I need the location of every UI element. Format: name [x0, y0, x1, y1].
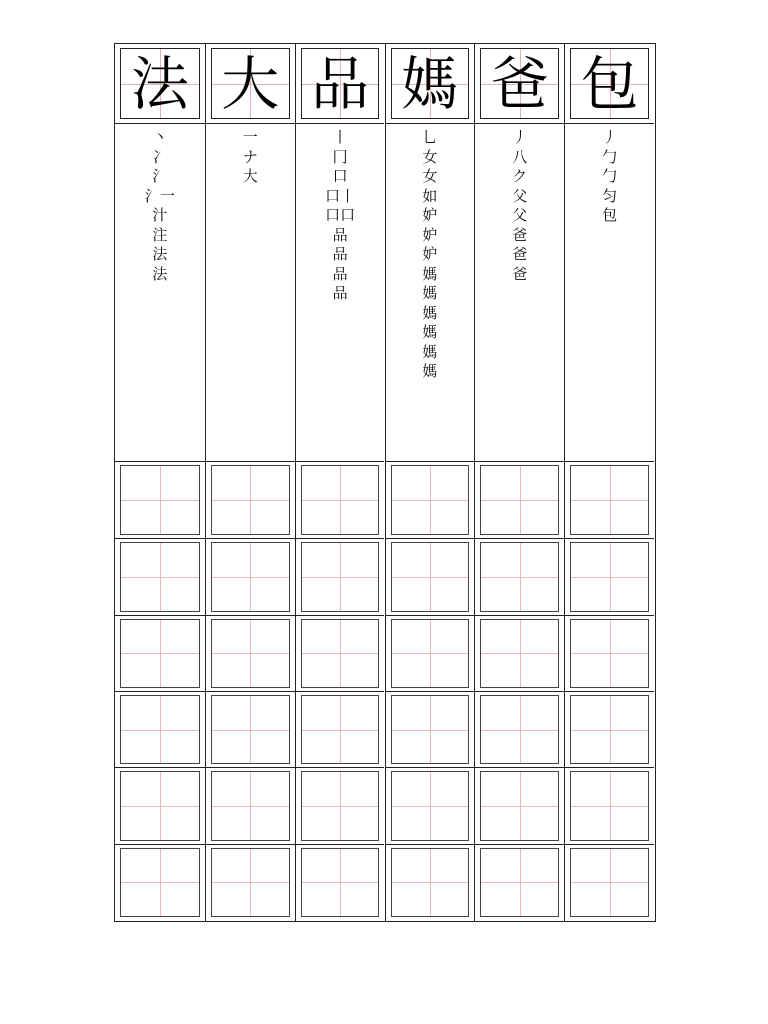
stroke-step: 丶 — [152, 128, 168, 146]
practice-area — [386, 462, 475, 921]
practice-cell[interactable] — [386, 691, 475, 767]
practice-cell[interactable] — [565, 844, 654, 920]
practice-cell[interactable] — [475, 462, 564, 538]
stroke-step: 法 — [152, 245, 168, 263]
practice-grid — [120, 542, 200, 611]
stroke-step: 口 — [332, 167, 348, 185]
practice-cell[interactable] — [475, 691, 564, 767]
practice-grid — [211, 848, 290, 917]
practice-area — [475, 462, 564, 921]
stroke-step: 媽 — [422, 362, 438, 380]
practice-grid — [570, 465, 649, 535]
practice-cell[interactable] — [565, 615, 654, 691]
character-column — [474, 44, 564, 921]
model-character-cell — [206, 44, 295, 124]
model-character-grid — [391, 48, 470, 119]
stroke-order-list — [115, 124, 205, 462]
stroke-step: 乚 — [422, 128, 438, 146]
practice-area — [115, 462, 205, 921]
practice-grid — [211, 695, 290, 764]
character-column — [385, 44, 475, 921]
practice-grid — [391, 695, 470, 764]
stroke-step: 八 — [512, 147, 528, 166]
practice-cell[interactable] — [115, 538, 205, 614]
practice-grid — [120, 619, 200, 688]
practice-grid — [480, 695, 559, 764]
stroke-order-list — [475, 124, 564, 462]
stroke-step: 女 — [422, 167, 438, 185]
practice-cell[interactable] — [386, 767, 475, 843]
practice-grid — [480, 465, 559, 535]
model-character-grid — [120, 48, 200, 119]
practice-cell[interactable] — [475, 844, 564, 920]
practice-grid — [391, 465, 470, 535]
model-character: 品 — [311, 49, 370, 118]
practice-grid — [120, 465, 200, 535]
practice-grid — [211, 771, 290, 840]
practice-cell[interactable] — [296, 691, 385, 767]
stroke-step: 口丨 — [325, 186, 356, 205]
practice-grid — [391, 771, 470, 840]
practice-grid — [120, 771, 200, 840]
practice-cell[interactable] — [565, 767, 654, 843]
model-character: 大 — [221, 49, 280, 118]
stroke-step: 冂 — [332, 147, 348, 166]
practice-grid — [570, 619, 649, 688]
model-character-cell — [115, 44, 205, 124]
stroke-step: 丿 — [602, 128, 618, 146]
practice-grid — [391, 848, 470, 917]
stroke-step: 如 — [422, 186, 438, 205]
stroke-step: 父 — [512, 186, 528, 205]
stroke-step: 女 — [422, 147, 438, 166]
practice-cell[interactable] — [386, 844, 475, 920]
stroke-step: 品 — [332, 264, 348, 283]
practice-area — [206, 462, 295, 921]
stroke-step: 丿 — [512, 128, 528, 146]
practice-cell[interactable] — [565, 691, 654, 767]
stroke-order-list — [565, 124, 654, 462]
stroke-step: 媽 — [422, 303, 438, 322]
practice-cell[interactable] — [115, 462, 205, 538]
stroke-step: 一 — [242, 128, 258, 146]
practice-cell[interactable] — [475, 538, 564, 614]
stroke-step: 爸 — [512, 225, 528, 244]
stroke-step: ナ — [242, 147, 258, 166]
practice-cell[interactable] — [115, 691, 205, 767]
practice-area — [565, 462, 654, 921]
practice-area — [296, 462, 385, 921]
practice-cell[interactable] — [206, 538, 295, 614]
practice-grid — [301, 848, 380, 917]
model-character-cell — [475, 44, 564, 124]
model-character: 法 — [130, 49, 189, 118]
stroke-step: 品 — [332, 225, 348, 244]
stroke-step: 包 — [602, 206, 618, 224]
stroke-step: 勹 — [602, 147, 618, 166]
stroke-step: ク — [512, 167, 528, 185]
stroke-step: 口口 — [325, 206, 356, 224]
practice-cell[interactable] — [206, 767, 295, 843]
practice-cell[interactable] — [386, 538, 475, 614]
practice-grid — [301, 771, 380, 840]
practice-cell[interactable] — [296, 615, 385, 691]
practice-grid — [480, 848, 559, 917]
practice-cell[interactable] — [475, 615, 564, 691]
stroke-step: 爸 — [512, 245, 528, 263]
practice-cell[interactable] — [206, 615, 295, 691]
character-column — [295, 44, 385, 921]
stroke-step: 媽 — [422, 284, 438, 302]
practice-grid — [480, 771, 559, 840]
stroke-step: 注 — [152, 225, 168, 244]
practice-cell[interactable] — [115, 844, 205, 920]
stroke-step: 父 — [512, 206, 528, 224]
practice-cell[interactable] — [565, 462, 654, 538]
stroke-order-list — [296, 124, 385, 462]
model-character-grid — [570, 48, 649, 119]
model-character-cell — [296, 44, 385, 124]
stroke-step: 法 — [152, 264, 168, 283]
practice-grid — [301, 619, 380, 688]
practice-grid — [301, 695, 380, 764]
stroke-step: 品 — [332, 284, 348, 302]
practice-cell[interactable] — [296, 538, 385, 614]
practice-cell[interactable] — [386, 615, 475, 691]
stroke-step: 妒 — [422, 245, 438, 263]
stroke-step: 媽 — [422, 264, 438, 283]
stroke-step: 品 — [332, 245, 348, 263]
practice-grid — [570, 695, 649, 764]
practice-grid — [301, 542, 380, 611]
model-character-cell — [565, 44, 654, 124]
stroke-step: 丨 — [332, 128, 348, 146]
practice-grid — [480, 619, 559, 688]
stroke-step: 氵一 — [144, 186, 175, 205]
practice-cell[interactable] — [115, 615, 205, 691]
stroke-step: 汁 — [152, 206, 168, 224]
stroke-step: 妒 — [422, 225, 438, 244]
practice-grid — [301, 465, 380, 535]
practice-cell[interactable] — [386, 462, 475, 538]
character-column — [564, 44, 654, 921]
practice-cell[interactable] — [296, 462, 385, 538]
practice-grid — [211, 465, 290, 535]
practice-grid — [391, 542, 470, 611]
stroke-step: 媽 — [422, 342, 438, 361]
model-character: 爸 — [490, 49, 549, 118]
model-character-cell — [386, 44, 475, 124]
stroke-step: 媽 — [422, 323, 438, 341]
stroke-step: 氵 — [152, 167, 168, 185]
stroke-step: 冫 — [152, 147, 168, 166]
practice-grid — [480, 542, 559, 611]
practice-grid — [570, 848, 649, 917]
practice-cell[interactable] — [206, 462, 295, 538]
practice-grid — [211, 542, 290, 611]
character-column — [205, 44, 295, 921]
practice-cell[interactable] — [296, 767, 385, 843]
character-column — [115, 44, 205, 921]
model-character: 媽 — [400, 49, 459, 118]
practice-cell[interactable] — [206, 691, 295, 767]
practice-cell[interactable] — [115, 767, 205, 843]
stroke-step: 爸 — [512, 264, 528, 283]
practice-cell[interactable] — [475, 767, 564, 843]
practice-grid — [120, 695, 200, 764]
model-character: 包 — [580, 49, 639, 118]
practice-grid — [391, 619, 470, 688]
practice-grid — [211, 619, 290, 688]
model-character-grid — [480, 48, 559, 119]
practice-grid — [120, 848, 200, 917]
stroke-step: 勹 — [602, 167, 618, 185]
practice-cell[interactable] — [206, 844, 295, 920]
practice-sheet — [114, 43, 656, 922]
stroke-order-list — [386, 124, 475, 462]
stroke-step: 妒 — [422, 206, 438, 224]
practice-cell[interactable] — [565, 538, 654, 614]
practice-grid — [570, 542, 649, 611]
stroke-order-list — [206, 124, 295, 462]
model-character-grid — [301, 48, 380, 119]
practice-grid — [570, 771, 649, 840]
model-character-grid — [211, 48, 290, 119]
stroke-step: 匀 — [602, 186, 618, 205]
stroke-step: 大 — [242, 167, 258, 185]
practice-cell[interactable] — [296, 844, 385, 920]
